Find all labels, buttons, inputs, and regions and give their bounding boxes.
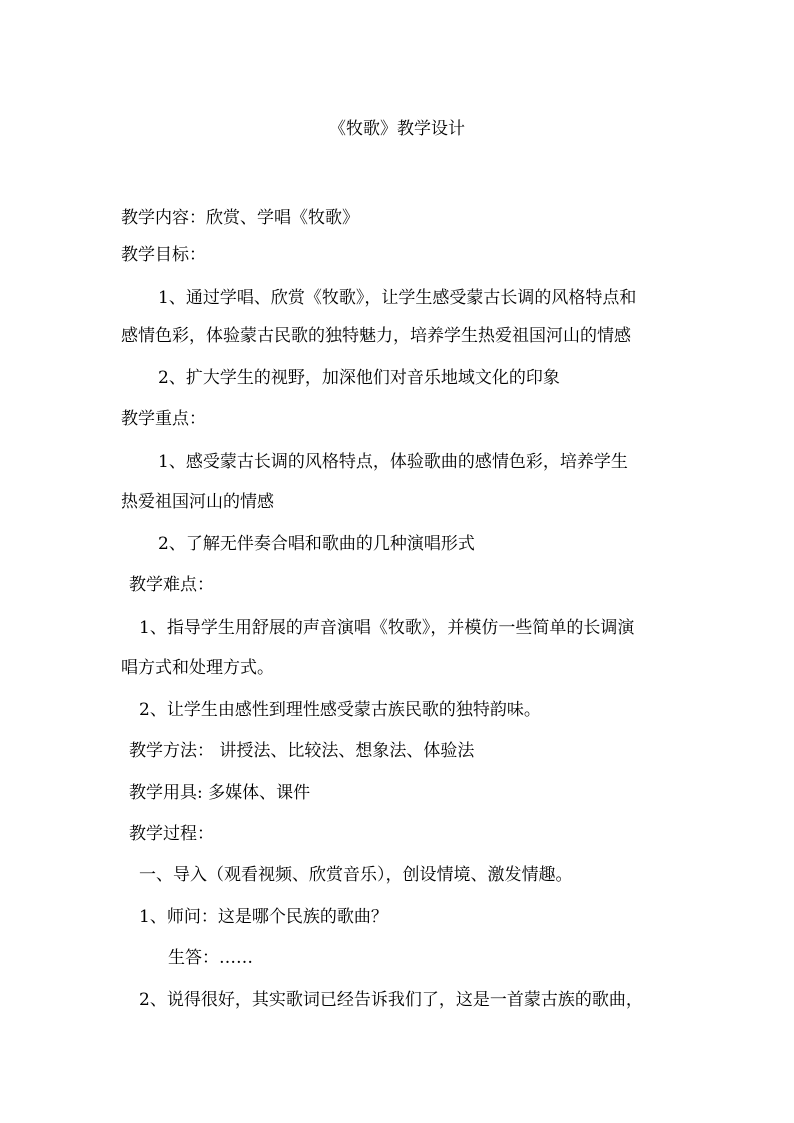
page-title: 《牧歌》教学设计 xyxy=(329,119,465,139)
paragraph-line: 教学过程： xyxy=(129,824,214,844)
paragraph-line: 2、说得很好，其实歌词已经告诉我们了，这是一首蒙古族的歌曲， xyxy=(139,990,643,1010)
paragraph-line: 感情色彩，体验蒙古民歌的独特魅力，培养学生热爱祖国河山的情感 xyxy=(121,326,631,346)
paragraph-line: 生答：…… xyxy=(168,948,253,968)
paragraph-line: 唱方式和处理方式。 xyxy=(121,658,274,678)
paragraph-line: 热爱祖国河山的情感 xyxy=(121,492,274,512)
paragraph-line: 教学目标： xyxy=(121,245,206,265)
paragraph-line: 1、指导学生用舒展的声音演唱《牧歌》，并模仿一些简单的长调演 xyxy=(139,618,635,638)
paragraph-line: 2、让学生由感性到理性感受蒙古族民歌的独特韵味。 xyxy=(139,700,541,720)
paragraph-line: 2、扩大学生的视野，加深他们对音乐地域文化的印象 xyxy=(158,368,560,388)
paragraph-line: 教学用具: 多媒体、课件 xyxy=(129,783,311,803)
paragraph-line: 一、导入（观看视频、欣赏音乐），创设情境、激发情趣。 xyxy=(139,865,573,885)
paragraph-line: 教学内容：欣赏、学唱《牧歌》 xyxy=(121,208,359,228)
paragraph-line: 教学方法： 讲授法、比较法、想象法、体验法 xyxy=(129,741,475,761)
paragraph-line: 教学重点： xyxy=(121,409,206,429)
paragraph-line: 1、通过学唱、欣赏《牧歌》，让学生感受蒙古长调的风格特点和 xyxy=(158,288,637,308)
paragraph-line: 1、师问：这是哪个民族的歌曲？ xyxy=(139,907,388,927)
paragraph-line: 教学难点： xyxy=(129,575,214,595)
paragraph-line: 2、了解无伴奏合唱和歌曲的几种演唱形式 xyxy=(158,534,475,554)
paragraph-line: 1、感受蒙古长调的风格特点，体验歌曲的感情色彩，培养学生 xyxy=(158,452,628,472)
